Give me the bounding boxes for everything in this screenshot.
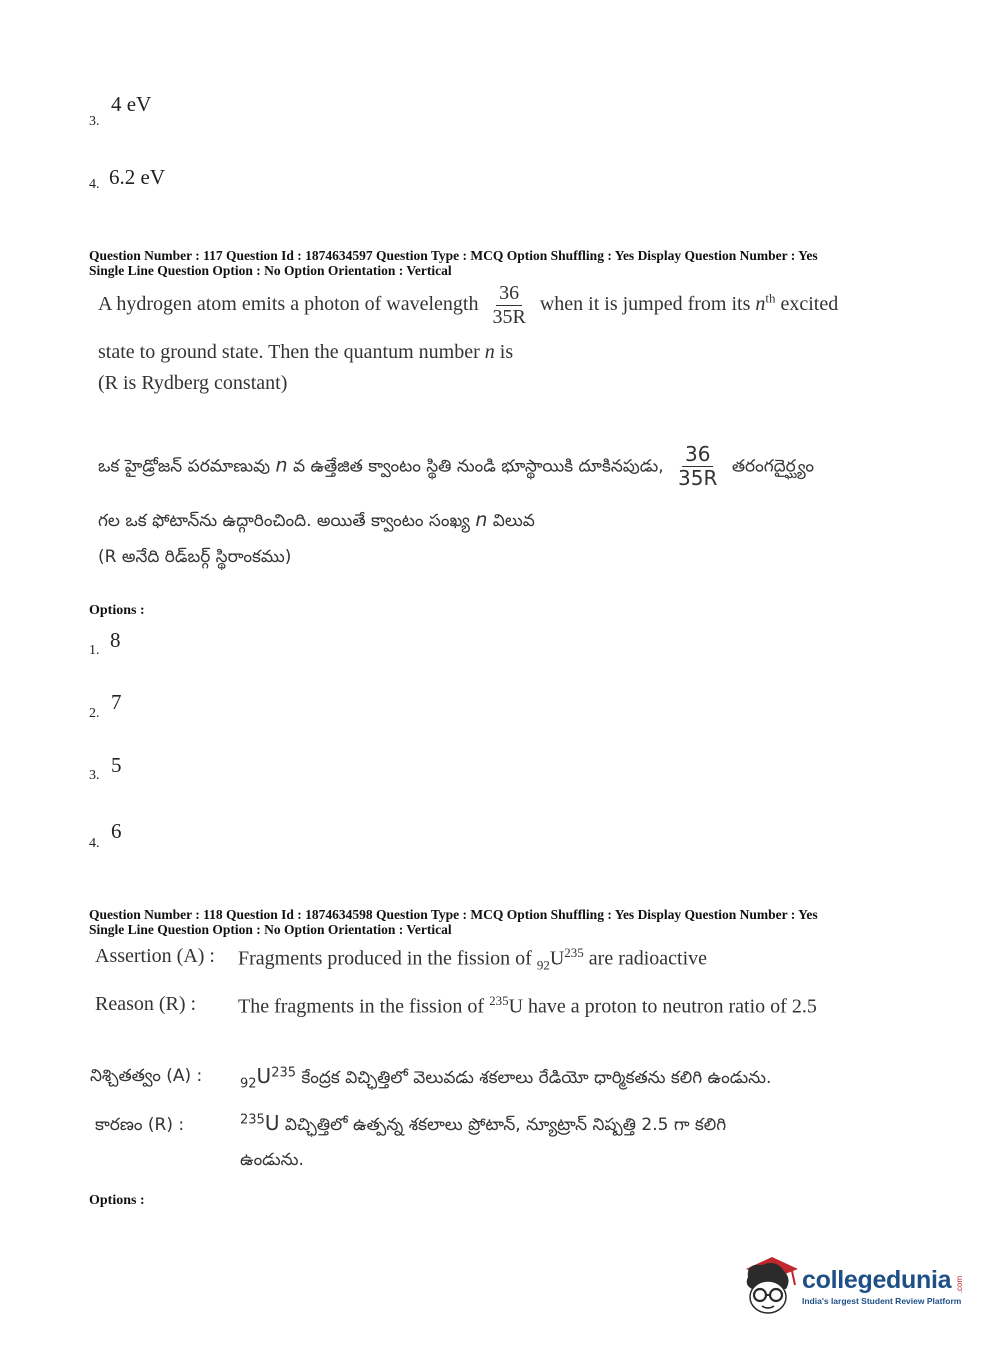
fraction-numerator: 36 [496, 283, 522, 306]
question-117-english-line-1 [98, 283, 838, 328]
meta-line-1: Question Number : 118 Question Id : 1874634598 Question Type : MCQ Option Shuffling : Yes Display Question Number : Yes [89, 907, 818, 922]
wavelength-fraction [489, 283, 528, 328]
question-118-meta [89, 907, 818, 937]
assertion-label: Assertion (A) : [95, 945, 215, 967]
text: A hydrogen atom emits a photon of wavelength [98, 293, 479, 316]
option-number: 4. [89, 836, 100, 851]
option-number: 3. [89, 768, 100, 783]
assertion-text [238, 945, 707, 974]
text: excited [780, 293, 839, 316]
text: విలువ [492, 511, 535, 531]
superscript-th: th [765, 290, 776, 306]
option-value: 7 [111, 690, 122, 714]
variable-n: n [755, 293, 766, 316]
option-number: 4. [89, 177, 100, 192]
option-number: 2. [89, 706, 100, 721]
question-117-telugu-line-1 [98, 444, 814, 489]
variable-n: n [275, 454, 288, 477]
option-value: 8 [110, 628, 121, 652]
text: వ ఉత్తేజిత క్వాంటం స్థితి నుండి భూస్థాయికి దూకినపుడు, [292, 456, 664, 477]
reason-label: Reason (R) : [95, 993, 197, 1015]
mascot-icon [740, 1255, 800, 1317]
text: is [499, 341, 514, 363]
text: are radioactive [588, 947, 708, 970]
option-value: 6.2 eV [109, 165, 165, 189]
text: తరంగదైర్ఘ్యం [731, 456, 814, 477]
reason-text [238, 993, 817, 1019]
element-symbol: U [508, 995, 524, 1018]
mass-number: 235 [240, 1112, 265, 1128]
q117-option-2[interactable] [89, 690, 169, 724]
meta-line-2: Single Line Question Option : No Option Orientation : Vertical [89, 922, 452, 937]
variable-n: n [475, 509, 488, 531]
q117-option-1[interactable] [89, 628, 169, 662]
prev-option-3[interactable] [89, 92, 209, 132]
question-117-english-line-2 [98, 341, 513, 364]
telugu-assertion-label: నిశ్చితత్వం (A) : [90, 1066, 203, 1086]
meta-line-2: Single Line Question Option : No Option Orientation : Vertical [89, 263, 452, 278]
option-number: 3. [89, 114, 100, 129]
q117-option-3[interactable] [89, 753, 169, 787]
prev-option-4[interactable] [89, 165, 209, 205]
text: విచ్ఛిత్తిలో ఉత్పన్న శకలాలు ప్రోటాన్, న్యూట్రాన్ నిష్పత్తి 2.5 గా కలిగి [284, 1115, 727, 1135]
fraction-denominator: 35R [492, 306, 526, 328]
question-117-meta [89, 248, 818, 278]
element-symbol: U [264, 1111, 280, 1135]
q117-option-4[interactable] [89, 819, 169, 853]
options-label: Options : [89, 603, 145, 618]
brand-tagline: India's largest Student Review Platform [802, 1296, 962, 1306]
mass-number: 235 [564, 945, 584, 960]
brand-name: collegedunia [802, 1266, 952, 1294]
brand-tld: .com [955, 1275, 965, 1293]
question-117-english-line-3: (R is Rydberg constant) [98, 372, 288, 394]
collegedunia-logo [740, 1252, 970, 1320]
telugu-reason-text [240, 1111, 726, 1139]
element-symbol: U [549, 947, 565, 970]
fraction-denominator: 35R [678, 466, 718, 490]
mass-number: 235 [271, 1065, 297, 1081]
question-117-telugu-line-2 [98, 509, 535, 535]
text: ఒక హైడ్రోజన్ పరమాణువు [98, 456, 271, 477]
text: The fragments in the fission of [238, 995, 485, 1018]
text: గల ఒక ఫోటాన్‌ను ఉద్గారించింది. అయితే క్వాంటం సంఖ్య [98, 511, 470, 531]
question-117-telugu-line-3: (R అనేది రిడ్‌బర్గ్ స్థిరాంకము) [98, 547, 292, 567]
meta-line-1: Question Number : 117 Question Id : 1874634597 Question Type : MCQ Option Shuffling : Yes Display Question Number : Yes [89, 248, 818, 263]
mass-number: 235 [489, 993, 509, 1008]
option-value: 4 eV [111, 92, 152, 116]
fraction-numerator: 36 [682, 444, 713, 467]
text: have a proton to neutron ratio of 2.5 [528, 995, 817, 1018]
telugu-reason-text-line-2: ఉండును. [240, 1150, 304, 1170]
option-number: 1. [89, 643, 100, 658]
variable-n: n [484, 341, 495, 363]
atomic-number: 92 [536, 957, 550, 973]
wavelength-fraction-telugu [675, 444, 720, 489]
element-symbol: U [256, 1064, 272, 1088]
text: when it is jumped from its [539, 293, 751, 316]
text: state to ground state. Then the quantum number [98, 341, 480, 363]
option-value: 5 [111, 753, 122, 777]
options-label: Options : [89, 1193, 145, 1208]
telugu-reason-label: కారణం (R) : [95, 1115, 185, 1135]
option-value: 6 [111, 819, 122, 843]
atomic-number: 92 [240, 1076, 257, 1092]
text: కేంద్రక విచ్ఛిత్తిలో వెలువడు శకలాలు రేడియో ధార్మికతను కలిగి ఉండును. [301, 1068, 772, 1088]
telugu-assertion-text [240, 1064, 771, 1092]
text: Fragments produced in the fission of [238, 947, 532, 970]
